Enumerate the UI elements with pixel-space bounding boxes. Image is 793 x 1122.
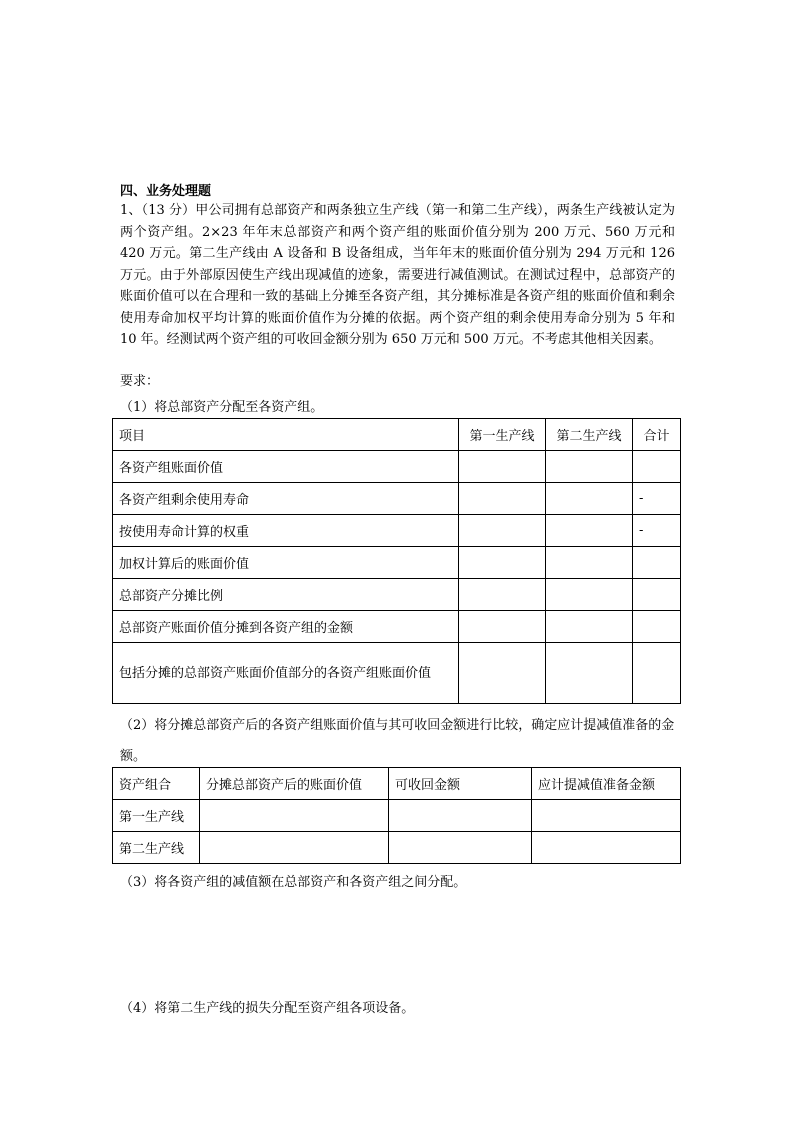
cell-line-1 — [459, 451, 546, 483]
subquestion-1: （1）将总部资产分配至各资产组。 — [120, 400, 324, 415]
header-recoverable: 可收回金额 — [389, 768, 532, 800]
cell-line-2 — [546, 547, 633, 579]
header-line-2: 第二生产线 — [546, 419, 633, 451]
row-label: 第二生产线 — [113, 832, 200, 864]
header-asset-group: 资产组合 — [113, 768, 200, 800]
cell-total — [633, 643, 681, 704]
table-row — [113, 611, 681, 643]
table-row — [113, 483, 681, 515]
cell-line-2 — [546, 643, 633, 704]
header-total: 合计 — [633, 419, 681, 451]
cell-total — [633, 451, 681, 483]
cell-line-2 — [546, 483, 633, 515]
cell-line-1 — [459, 483, 546, 515]
table-row — [113, 515, 681, 547]
impairment-table — [112, 767, 681, 864]
allocation-table — [112, 418, 681, 704]
table-row — [113, 579, 681, 611]
table-row — [113, 832, 681, 864]
cell-total: - — [633, 515, 681, 547]
table-row — [113, 643, 681, 704]
cell-line-1 — [459, 611, 546, 643]
cell-line-2 — [546, 451, 633, 483]
row-label: 加权计算后的账面价值 — [113, 547, 459, 579]
cell-total — [633, 579, 681, 611]
header-item: 项目 — [113, 419, 459, 451]
cell-recoverable — [389, 832, 532, 864]
row-label: 总部资产分摊比例 — [113, 579, 459, 611]
table-row — [113, 800, 681, 832]
cell-impairment — [532, 800, 681, 832]
cell-impairment — [532, 832, 681, 864]
cell-line-2 — [546, 515, 633, 547]
header-line-1: 第一生产线 — [459, 419, 546, 451]
subquestion-4: （4）将第二生产线的损失分配至资产组各项设备。 — [120, 1001, 415, 1016]
cell-line-2 — [546, 611, 633, 643]
cell-book-value — [200, 800, 389, 832]
subquestion-3: （3）将各资产组的减值额在总部资产和各资产组之间分配。 — [120, 875, 467, 890]
row-label: 第一生产线 — [113, 800, 200, 832]
cell-total — [633, 611, 681, 643]
cell-line-1 — [459, 547, 546, 579]
cell-line-1 — [459, 643, 546, 704]
row-label: 按使用寿命计算的权重 — [113, 515, 459, 547]
row-label: 包括分摊的总部资产账面价值部分的各资产组账面价值 — [113, 643, 459, 704]
table-header-row — [113, 768, 681, 800]
cell-line-1 — [459, 515, 546, 547]
cell-line-2 — [546, 579, 633, 611]
row-label: 各资产组剩余使用寿命 — [113, 483, 459, 515]
row-label: 总部资产账面价值分摊到各资产组的金额 — [113, 611, 459, 643]
cell-line-1 — [459, 579, 546, 611]
header-book-value: 分摊总部资产后的账面价值 — [200, 768, 389, 800]
cell-book-value — [200, 832, 389, 864]
question-text: 1、（13 分）甲公司拥有总部资产和两条独立生产线（第一和第二生产线），两条生产线被认定为两个资产组。2×23 年年末总部资产和两个资产组的账面价值分别为 200 万元、560 万元和 420 万元。第二生产线由 A 设备和 B 设备组成，当年年末的账面价值分别为 294 万元和 126 万元。由于外部原因使生产线出现减值的迹象，需要进行减值测试。在测试过程中，总部资产的账面价值可以在合理和一致的基础上分摊至各资产组，其分摊标准是各资产组的账面价值和剩余使用寿命加权平均计算的账面价值作为分摊的依据。两个资产组的剩余使用寿命分别为 5 年和 10 年。经测试两个资产组的可收回金额分别为 650 万元和 500 万元。不考虑其他相关因素。 — [120, 203, 675, 347]
section-heading: 四、业务处理题 — [120, 184, 212, 199]
row-label: 各资产组账面价值 — [113, 451, 459, 483]
cell-recoverable — [389, 800, 532, 832]
header-impairment: 应计提减值准备金额 — [532, 768, 681, 800]
subquestion-2: （2）将分摊总部资产后的各资产组账面价值与其可收回金额进行比较，确定应计提减值准备的金额。 — [120, 718, 675, 764]
table-row — [113, 547, 681, 579]
requirement-label: 要求： — [120, 374, 160, 389]
table-header-row — [113, 419, 681, 451]
table-row — [113, 451, 681, 483]
cell-total: - — [633, 483, 681, 515]
cell-total — [633, 547, 681, 579]
